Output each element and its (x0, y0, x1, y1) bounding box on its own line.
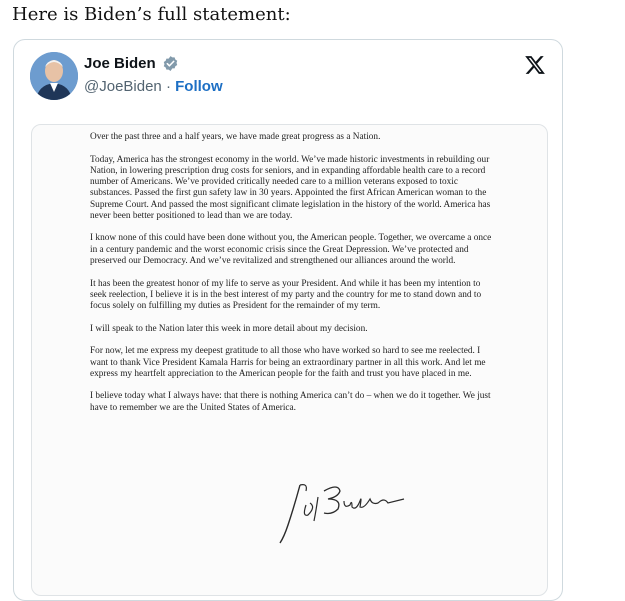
statement-image[interactable] (31, 124, 548, 596)
statement-paragraph: For now, let me express my deepest gratitude to all those who have worked so hard to see me reelected. I want to thank Vice President Kamala Harris for being an extraordinary partner in all this work. And let me express my heartfelt appreciation to the American people for the faith and trust you have placed in me. (90, 346, 486, 379)
embedded-tweet-card[interactable] (13, 39, 563, 601)
handwritten-signature (278, 477, 408, 547)
handle-separator: · (161, 78, 176, 95)
statement-paragraph: It has been the greatest honor of my life to serve as your President. And while it has been my intention to seek reelection, I believe it is in the best interest of my party and the country for me to stand down and to focus solely on fulfilling my duties as President for the remainder of my term. (90, 278, 482, 311)
author-name[interactable]: Joe Biden (84, 55, 156, 72)
author-handle[interactable]: @JoeBiden (84, 78, 162, 95)
follow-button[interactable]: Follow (175, 78, 223, 95)
statement-text (90, 132, 495, 425)
statement-paragraph: I know none of this could have been done without you, the American people. Together, we overcame a once in a century pandemic and the worst economic crisis since the Great Depression. We’ve protected and preserved our Democracy. And we’ve revitalized and strengthened our alliances around the world. (90, 233, 492, 266)
statement-paragraph: I believe today what I always have: that there is nothing America can’t do – when we do it together. We just have to remember we are the United States of America. (90, 391, 491, 413)
x-logo-icon[interactable] (524, 54, 546, 76)
verified-badge-icon (162, 55, 179, 72)
article-intro: Here is Biden’s full statement: (12, 4, 291, 25)
statement-paragraph: Today, America has the strongest economy in the world. We’ve made historic investments in rebuilding our Nation, in lowering prescription drug costs for seniors, and in expanding affordable health care to a record number of Americans. We’ve provided critically needed care to a million veterans exposed to toxic substances. Passed the first gun safety law in 30 years. Appointed the first African American woman to the Supreme Court. And passed the most significant climate legislation in the history of the world. America has never been better positioned to lead than we are today. (90, 154, 491, 221)
statement-paragraph: I will speak to the Nation later this week in more detail about my decision. (90, 323, 368, 334)
statement-paragraph: Over the past three and a half years, we have made great progress as a Nation. (90, 132, 381, 142)
avatar[interactable] (30, 52, 78, 100)
